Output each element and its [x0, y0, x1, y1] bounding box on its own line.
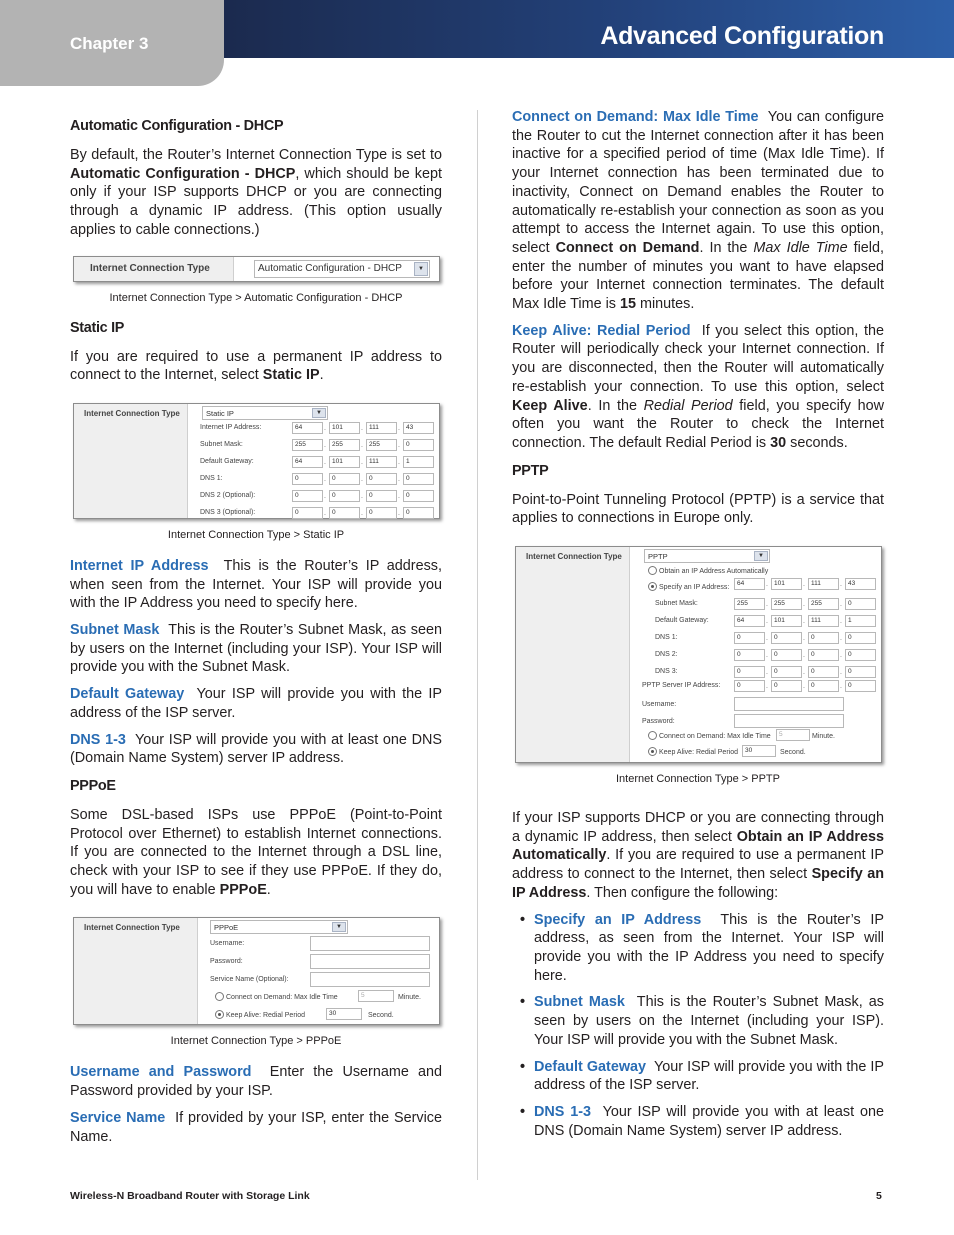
keep-alive-desc: Keep Alive: Redial Period If you select this option, the Router will periodically check your Internet connection. If you are disconnected, then the Router will automatically re-establish your connection. To use this option, select Keep Alive. In the Redial Period field, you specify how often you want the Router to check the Internet connection. The default Redial Period is 30 seconds.: [512, 322, 885, 451]
octet-separator: .: [766, 683, 768, 691]
pptp-field-2-octet-2-input[interactable]: 101: [771, 615, 802, 627]
chevron-down-icon: ▼: [332, 922, 346, 932]
octet-separator: .: [361, 509, 363, 517]
static-field-4-label: DNS 1:: [200, 474, 223, 482]
pptp-screenshot: Internet Connection Type PPTP ▼ Obtain an IP Address Automatically Specify an IP Address: 64 . 101 . 111 . 43 Subnet Mask: 255 . 255 . 255 . 0 Default Gateway: 64 . 101 . 111 . 1 DNS 1: 0 . 0 . 0 . 0 DNS 2: 0 . 0 . 0 . 0 DNS 3: 0 . 0 . 0 . 0 PPTP Server IP Address: 0 . 0 . 0 . 0 Username: Password: Connect on Demand: Max Idle Time 5 Minute. Keep Alive: Redial Period 30 Second.: [515, 546, 882, 763]
static-field-2-label: Subnet Mask:: [200, 440, 243, 448]
static-field-5-octet-3-input[interactable]: 0: [366, 490, 397, 502]
static-heading: Static IP: [70, 319, 125, 336]
pptp-heading: PPTP: [512, 462, 549, 479]
dhcp-heading: Automatic Configuration - DHCP: [70, 118, 284, 134]
connect-on-demand-radio[interactable]: [648, 731, 657, 740]
pptp-field-4-octet-3-input[interactable]: 0: [808, 649, 839, 661]
keep-alive-radio[interactable]: [648, 747, 657, 756]
static-field-2-octet-1-input[interactable]: 255: [292, 439, 323, 451]
internet-ip-desc: Internet IP Address This is the Router’s IP address, when seen from the Internet. Your ISP will provide you with the IP Address you need to specify here.: [70, 557, 442, 612]
connection-type-select[interactable]: PPTP ▼: [644, 549, 770, 563]
static-field-4-octet-4-input[interactable]: 0: [403, 473, 434, 485]
connection-type-select[interactable]: PPPoE ▼: [210, 920, 348, 934]
left-column: [70, 108, 442, 1154]
octet-separator: .: [361, 458, 363, 466]
page-number: 5: [876, 1190, 882, 1202]
redial-period-input[interactable]: 30: [326, 1008, 362, 1020]
pptp-server-label: PPTP Server IP Address:: [642, 682, 721, 690]
pptp-field-5-octet-2-input[interactable]: 0: [771, 666, 802, 678]
list-item: • Specify an IP Address This is the Router’s IP address, as seen from the Internet. Your ISP will provide you with the IP Address you need to specify here.: [520, 911, 884, 986]
static-field-5-octet-2-input[interactable]: 0: [329, 490, 360, 502]
list-item: • Default Gateway Your ISP will provide you with the IP address of the ISP server.: [520, 1058, 884, 1095]
username-label: Username:: [210, 940, 245, 948]
service-name-input[interactable]: [310, 972, 430, 987]
octet-separator: .: [361, 441, 363, 449]
connection-type-select[interactable]: Automatic Configuration - DHCP ▼: [254, 260, 430, 278]
static-field-3-octet-2-input[interactable]: 101: [329, 456, 360, 468]
static-field-6-octet-3-input[interactable]: 0: [366, 507, 397, 519]
static-paragraph: If you are required to use a permanent IP address to connect to the Internet, select Static IP.: [70, 348, 442, 384]
octet-separator: .: [361, 475, 363, 483]
pptp-paragraph: Point-to-Point Tunneling Protocol (PPTP) is a service that applies to connections in Europe only.: [512, 491, 884, 527]
username-password-desc: Username and Password Enter the Username and Password provided by your ISP.: [70, 1064, 443, 1100]
subnet-mask-desc: Subnet Mask This is the Router’s Subnet Mask, as seen by users on the Internet (including your ISP). Your ISP will provide you with the Subnet Mask.: [70, 622, 442, 676]
pptp-field-3-octet-4-input[interactable]: 0: [845, 632, 876, 644]
static-field-2-octet-2-input[interactable]: 255: [329, 439, 360, 451]
pptp-bullet-list: [520, 911, 884, 1141]
dhcp-caption: Internet Connection Type > Automatic Configuration - DHCP: [109, 291, 403, 304]
header-banner: [224, 0, 954, 58]
pptp-field-1-octet-2-input[interactable]: 255: [771, 598, 802, 610]
service-name-desc: Service Name If provided by your ISP, enter the Service Name.: [70, 1109, 442, 1145]
list-item: • DNS 1-3 Your ISP will provide you with at least one DNS (Domain Name System) server IP address.: [520, 1103, 884, 1140]
pptp-field-2-octet-3-input[interactable]: 111: [808, 615, 839, 627]
static-field-6-label: DNS 3 (Optional):: [200, 508, 256, 516]
static-field-1-label: Internet IP Address:: [200, 423, 262, 431]
octet-separator: .: [324, 475, 326, 483]
pptp-server-octet-1-input[interactable]: 0: [734, 680, 765, 692]
static-field-4-octet-1-input[interactable]: 0: [292, 473, 323, 485]
static-field-3-octet-3-input[interactable]: 111: [366, 456, 397, 468]
minute-unit: Minute.: [812, 733, 835, 741]
specify-ip-radio[interactable]: [648, 582, 657, 591]
list-item: • Subnet Mask This is the Router’s Subnet Mask, as seen by users on the Internet (including your ISP). Your ISP will provide you with the Subnet Mask.: [520, 993, 884, 1049]
octet-separator: .: [766, 581, 768, 589]
password-input[interactable]: [310, 954, 430, 969]
static-field-5-octet-4-input[interactable]: 0: [403, 490, 434, 502]
pptp-field-2-label: Default Gateway:: [655, 617, 709, 625]
keep-alive-radio[interactable]: [215, 1010, 224, 1019]
octet-separator: .: [803, 618, 805, 626]
static-caption: Internet Connection Type > Static IP: [167, 528, 345, 541]
octet-separator: .: [803, 635, 805, 643]
max-idle-time-input[interactable]: 5: [358, 990, 394, 1002]
pppoe-caption: Internet Connection Type > PPPoE: [170, 1035, 342, 1048]
chevron-down-icon: ▼: [754, 551, 768, 561]
static-field-1-octet-4-input[interactable]: 43: [403, 422, 434, 434]
chapter-label: Chapter 3: [70, 34, 149, 53]
keep-alive-label: Keep Alive: Redial Period: [226, 1012, 305, 1020]
static-field-1-octet-2-input[interactable]: 101: [329, 422, 360, 434]
pptp-field-2-octet-4-input[interactable]: 1: [845, 615, 876, 627]
connect-on-demand-label: Connect on Demand: Max Idle Time: [659, 733, 771, 741]
octet-separator: .: [803, 683, 805, 691]
static-field-3-octet-1-input[interactable]: 64: [292, 456, 323, 468]
pppoe-heading: PPPoE: [70, 777, 116, 794]
obtain-ip-radio[interactable]: [648, 566, 657, 575]
octet-separator: .: [840, 601, 842, 609]
static-field-6-octet-1-input[interactable]: 0: [292, 507, 323, 519]
octet-separator: .: [361, 424, 363, 432]
pptp-field-1-octet-1-input[interactable]: 255: [734, 598, 765, 610]
octet-separator: .: [840, 618, 842, 626]
pptp-field-1-octet-4-input[interactable]: 0: [845, 598, 876, 610]
specify-ip-octet-3-input[interactable]: 111: [808, 578, 839, 590]
static-field-3-label: Default Gateway:: [200, 457, 254, 465]
octet-separator: .: [803, 652, 805, 660]
static-field-2-octet-3-input[interactable]: 255: [366, 439, 397, 451]
keep-alive-label: Keep Alive: Redial Period: [659, 749, 738, 757]
octet-separator: .: [398, 509, 400, 517]
specify-ip-octet-1-input[interactable]: 64: [734, 578, 765, 590]
connection-type-select[interactable]: Static IP ▼: [202, 406, 328, 420]
page-title: Advanced Configuration: [600, 22, 884, 50]
octet-separator: .: [398, 492, 400, 500]
minute-unit: Minute.: [398, 994, 421, 1002]
static-field-1-octet-1-input[interactable]: 64: [292, 422, 323, 434]
pptp-field-4-octet-1-input[interactable]: 0: [734, 649, 765, 661]
second-unit: Second.: [780, 749, 806, 757]
pptp-field-4-octet-2-input[interactable]: 0: [771, 649, 802, 661]
pptp-field-1-label: Subnet Mask:: [655, 600, 698, 608]
pptp-field-5-octet-3-input[interactable]: 0: [808, 666, 839, 678]
footer-product: Wireless-N Broadband Router with Storage Link: [70, 1190, 310, 1202]
pptp-field-5-octet-1-input[interactable]: 0: [734, 666, 765, 678]
obtain-ip-label: Obtain an IP Address Automatically: [659, 568, 769, 576]
pptp-password-label: Password:: [642, 718, 675, 726]
octet-separator: .: [803, 601, 805, 609]
dhcp-screenshot: Internet Connection Type Automatic Configuration - DHCP ▼: [73, 256, 440, 282]
static-field-3-octet-4-input[interactable]: 1: [403, 456, 434, 468]
pptp-field-4-octet-4-input[interactable]: 0: [845, 649, 876, 661]
octet-separator: .: [840, 683, 842, 691]
static-field-6-octet-2-input[interactable]: 0: [329, 507, 360, 519]
static-field-1-octet-3-input[interactable]: 111: [366, 422, 397, 434]
pppoe-screenshot: Internet Connection Type PPPoE ▼ Username: Password: Service Name (Optional): Connect on Demand: Max Idle Time 5 Minute. Keep Alive: Redial Period 30 Second.: [73, 917, 440, 1025]
octet-separator: .: [803, 669, 805, 677]
chapter-tab: [0, 0, 224, 86]
octet-separator: .: [398, 475, 400, 483]
octet-separator: .: [361, 492, 363, 500]
octet-separator: .: [840, 652, 842, 660]
pptp-field-3-label: DNS 1:: [655, 634, 678, 642]
octet-separator: .: [840, 581, 842, 589]
service-name-label: Service Name (Optional):: [210, 976, 289, 984]
octet-separator: .: [766, 618, 768, 626]
octet-separator: .: [766, 635, 768, 643]
pppoe-paragraph: Some DSL-based ISPs use PPPoE (Point-to-Point Protocol over Ethernet) to establish Internet connections. If you are connected to the Internet through a DSL line, check with your ISP to see if they use PPPoE. If they do, you will have to enable PPPoE.: [70, 806, 442, 898]
pptp-field-3-octet-1-input[interactable]: 0: [734, 632, 765, 644]
chevron-down-icon: ▼: [312, 408, 326, 418]
connect-on-demand-label: Connect on Demand: Max Idle Time: [226, 994, 338, 1002]
pptp-field-5-octet-4-input[interactable]: 0: [845, 666, 876, 678]
octet-separator: .: [840, 635, 842, 643]
pptp-server-octet-4-input[interactable]: 0: [845, 680, 876, 692]
username-input[interactable]: [310, 936, 430, 951]
static-field-4-octet-3-input[interactable]: 0: [366, 473, 397, 485]
octet-separator: .: [766, 601, 768, 609]
specify-ip-octet-4-input[interactable]: 43: [845, 578, 876, 590]
octet-separator: .: [398, 441, 400, 449]
pptp-field-2-octet-1-input[interactable]: 64: [734, 615, 765, 627]
max-idle-time-input[interactable]: 5: [776, 729, 810, 741]
pptp-server-octet-2-input[interactable]: 0: [771, 680, 802, 692]
pptp-field-1-octet-3-input[interactable]: 255: [808, 598, 839, 610]
octet-separator: .: [324, 458, 326, 466]
default-gateway-desc: Default Gateway Your ISP will provide you with the IP address of the ISP server.: [70, 686, 442, 721]
octet-separator: .: [324, 424, 326, 432]
static-field-4-octet-2-input[interactable]: 0: [329, 473, 360, 485]
octet-separator: .: [324, 492, 326, 500]
octet-separator: .: [766, 652, 768, 660]
pptp-username-input[interactable]: [734, 697, 844, 711]
static-ip-screenshot: Internet Connection Type Static IP ▼ Internet IP Address: 64 . 101 . 111 . 43 Subnet Mask: 255 . 255 . 255 . 0 Default Gateway: 64 . 101 . 111 . 1 DNS 1: 0 . 0 . 0 . 0 DNS 2 (Optional): 0 . 0 . 0 . 0 DNS 3 (Optional): 0 . 0 . 0 . 0: [73, 403, 440, 519]
octet-separator: .: [766, 669, 768, 677]
right-column: [512, 108, 884, 1148]
octet-separator: .: [398, 458, 400, 466]
column-divider: [477, 110, 478, 1180]
specify-ip-label: Specify an IP Address:: [659, 584, 730, 592]
octet-separator: .: [324, 441, 326, 449]
static-field-2-octet-4-input[interactable]: 0: [403, 439, 434, 451]
chevron-down-icon: ▼: [414, 262, 428, 276]
octet-separator: .: [840, 669, 842, 677]
static-field-5-label: DNS 2 (Optional):: [200, 491, 256, 499]
pptp-field-3-octet-3-input[interactable]: 0: [808, 632, 839, 644]
second-unit: Second.: [368, 1012, 394, 1020]
specify-ip-octet-2-input[interactable]: 101: [771, 578, 802, 590]
dhcp-paragraph: By default, the Router’s Internet Connection Type is set to Automatic Configuration - DHCP, which should be kept only if your ISP supports DHCP or you are connecting through a dynamic IP address. (This option usually applies to cable connections.): [70, 147, 442, 238]
password-label: Password:: [210, 958, 243, 966]
pptp-password-input[interactable]: [734, 714, 844, 728]
static-field-6-octet-4-input[interactable]: 0: [403, 507, 434, 519]
pptp-field-3-octet-2-input[interactable]: 0: [771, 632, 802, 644]
redial-period-input[interactable]: 30: [742, 745, 776, 757]
pptp-field-5-label: DNS 3:: [655, 668, 678, 676]
octet-separator: .: [803, 581, 805, 589]
octet-separator: .: [324, 509, 326, 517]
dns-desc: DNS 1-3 Your ISP will provide you with at least one DNS (Domain Name System) server IP address.: [70, 731, 442, 767]
connect-on-demand-desc: Connect on Demand: Max Idle Time You can configure the Router to cut the Internet connection after it has been inactive for a specified period of time (Max Idle Time). If your Internet connection has been terminated due to inactivity, Connect on Demand enables the Router to automatically re-establish your connection as soon as you attempt to access the Internet again. To use this option, select Connect on Demand. In the Max Idle Time field, enter the number of minutes you want to have elapsed before your Internet connection terminates. The default Max Idle Time is 15 minutes.: [512, 109, 885, 313]
octet-separator: .: [398, 424, 400, 432]
static-field-5-octet-1-input[interactable]: 0: [292, 490, 323, 502]
pptp-caption: Internet Connection Type > PPTP: [616, 773, 780, 786]
pptp-field-4-label: DNS 2:: [655, 651, 678, 659]
pptp-server-octet-3-input[interactable]: 0: [808, 680, 839, 692]
pptp-username-label: Username:: [642, 701, 677, 709]
pptp-config-paragraph: If your ISP supports DHCP or you are connecting through a dynamic IP address, then select Obtain an IP Address Automatically. If you are required to use a permanent IP address to connect to the Internet, then select Specify an IP Address. Then configure the following:: [512, 810, 884, 901]
connect-on-demand-radio[interactable]: [215, 992, 224, 1001]
